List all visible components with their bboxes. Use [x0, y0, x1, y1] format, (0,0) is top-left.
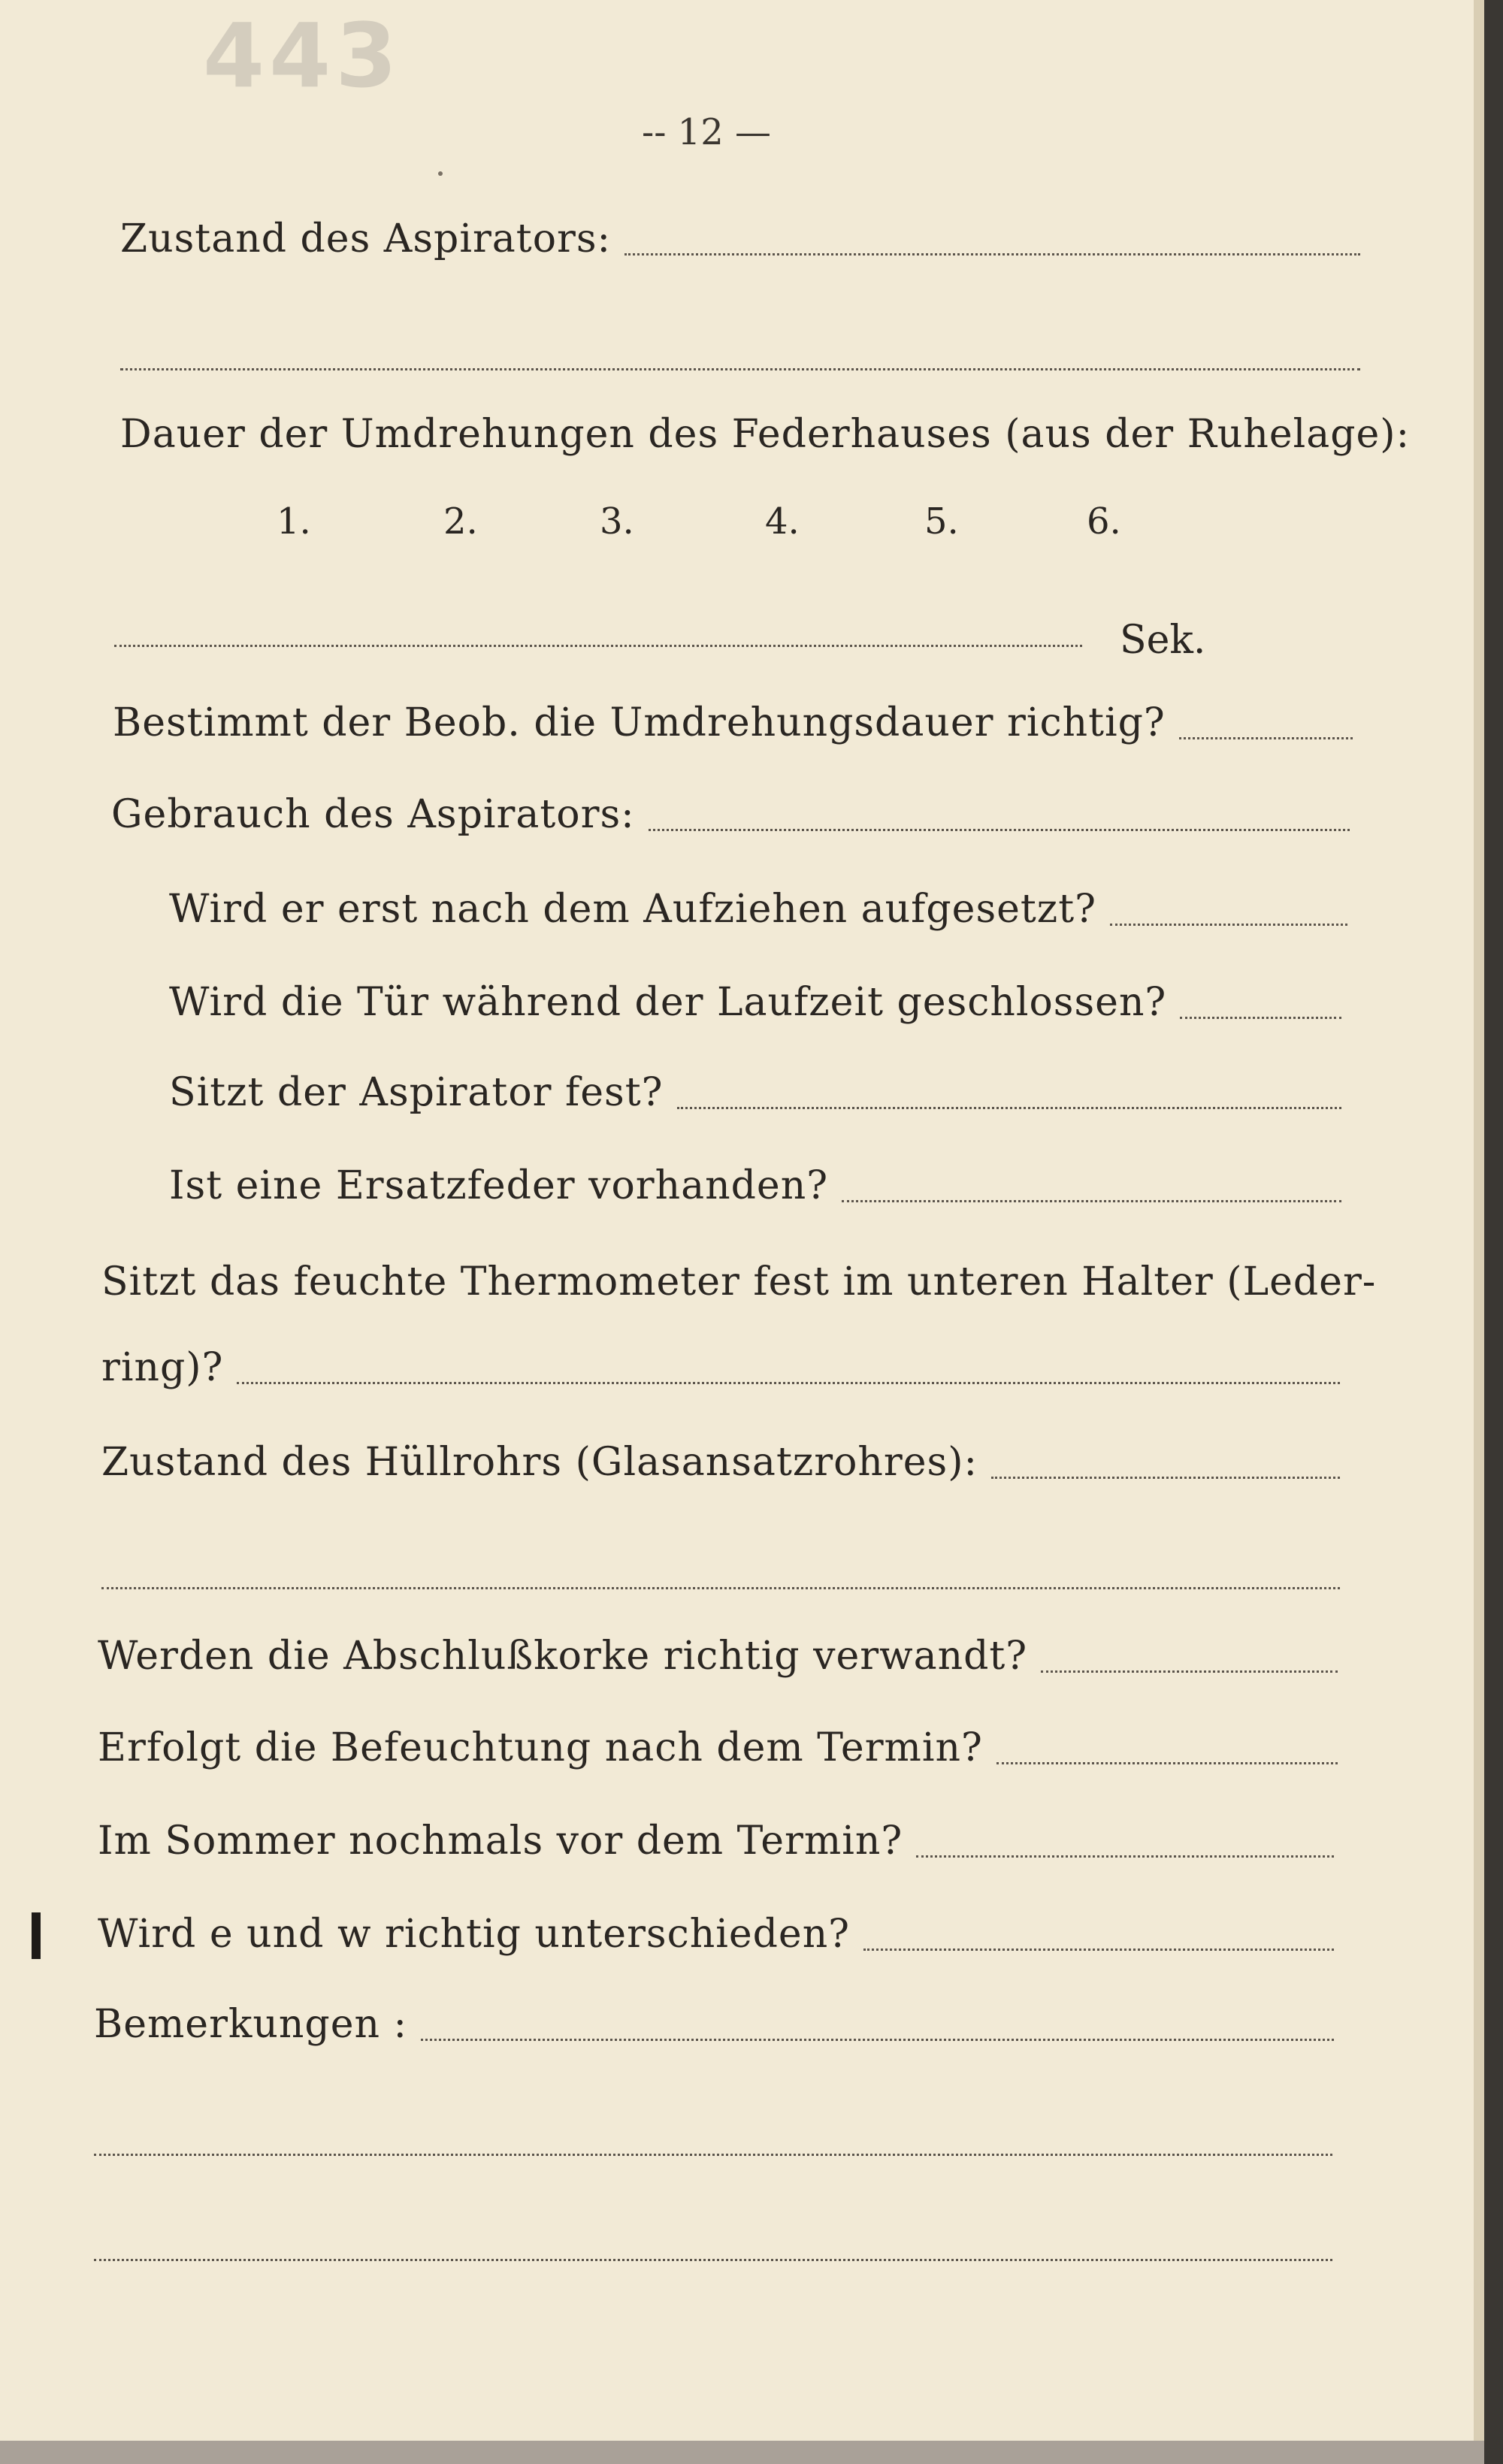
label-befeuchtung: Erfolgt die Befeuchtung nach dem Termin?: [98, 1725, 983, 1770]
label-abschlusskorke: Werden die Abschlußkorke richtig verwandt?: [98, 1634, 1028, 1679]
number-2: 2.: [443, 500, 478, 543]
answer-line-blank[interactable]: [94, 2259, 1332, 2261]
label-thermometer-line1: Sitzt das feuchte Thermometer fest im unteren Halter (Leder-: [101, 1259, 1377, 1305]
field-e-und-w[interactable]: [98, 1912, 1334, 1961]
label-thermometer-line2: ring)?: [101, 1345, 224, 1390]
answer-line[interactable]: [991, 1476, 1340, 1479]
answer-line[interactable]: [1179, 736, 1353, 739]
answer-line[interactable]: [237, 1381, 1340, 1384]
number-3: 3.: [600, 500, 634, 543]
page-stamp: 443: [203, 4, 402, 107]
rotation-numbers: [277, 500, 1148, 553]
answer-line[interactable]: [842, 1199, 1341, 1202]
label-sommer: Im Sommer nochmals vor dem Termin?: [98, 1819, 903, 1864]
field-befeuchtung[interactable]: [98, 1725, 1338, 1775]
answer-line-blank[interactable]: [101, 1587, 1340, 1589]
field-bestimmt[interactable]: [113, 700, 1353, 750]
bottom-shadow: [0, 2441, 1484, 2464]
answer-line[interactable]: [624, 252, 1360, 255]
answer-line-blank[interactable]: [94, 2154, 1332, 2156]
field-aufgesetzt[interactable]: [169, 887, 1347, 936]
number-1: 1.: [277, 500, 311, 543]
label-tuer: Wird die Tür während der Laufzeit geschlossen?: [169, 980, 1167, 1025]
answer-line[interactable]: [996, 1761, 1338, 1764]
answer-line[interactable]: [863, 1948, 1334, 1951]
field-thermometer: [101, 1259, 1377, 1309]
label-e-und-w: Wird e und w richtig unterschieden?: [98, 1912, 851, 1957]
label-bemerkungen: Bemerkungen :: [94, 2002, 408, 2047]
answer-line[interactable]: [1041, 1670, 1338, 1673]
label-ersatzfeder: Ist eine Ersatzfeder vorhanden?: [169, 1163, 829, 1208]
ink-dot: [438, 171, 443, 176]
label-bestimmt: Bestimmt der Beob. die Umdrehungsdauer richtig?: [113, 700, 1166, 745]
answer-line[interactable]: [1110, 923, 1347, 926]
field-gebrauch[interactable]: [111, 792, 1350, 842]
field-dauer-umdrehungen: [120, 412, 1411, 461]
answer-line-seconds[interactable]: [114, 645, 1082, 647]
margin-mark: [32, 1912, 41, 1959]
field-zustand-aspirator[interactable]: [120, 216, 1360, 266]
label-gebrauch: Gebrauch des Aspirators:: [111, 792, 635, 837]
number-6: 6.: [1087, 500, 1121, 543]
label-dauer-umdrehungen: Dauer der Umdrehungen des Federhauses (aus der Ruhelage):: [120, 412, 1411, 457]
field-huellrohr[interactable]: [101, 1440, 1340, 1489]
seconds-unit: Sek.: [1120, 618, 1206, 663]
number-5: 5.: [924, 500, 959, 543]
number-4: 4.: [765, 500, 800, 543]
label-aufgesetzt: Wird er erst nach dem Aufziehen aufgesetzt?: [169, 887, 1096, 932]
answer-line[interactable]: [649, 828, 1350, 831]
field-bemerkungen[interactable]: [94, 2002, 1334, 2051]
answer-line[interactable]: [1180, 1016, 1341, 1019]
field-abschlusskorke[interactable]: [98, 1634, 1338, 1683]
answer-line[interactable]: [677, 1106, 1341, 1109]
page-number: -- 12 —: [641, 111, 772, 153]
label-huellrohr: Zustand des Hüllrohrs (Glasansatzrohres):: [101, 1440, 978, 1485]
field-sitzt-aspirator[interactable]: [169, 1070, 1341, 1120]
answer-line-blank[interactable]: [120, 368, 1360, 370]
answer-line[interactable]: [916, 1855, 1334, 1858]
label-zustand-aspirator: Zustand des Aspirators:: [120, 216, 612, 262]
answer-line[interactable]: [421, 2038, 1334, 2041]
field-thermometer-cont[interactable]: [101, 1345, 1340, 1395]
field-sommer[interactable]: [98, 1819, 1334, 1868]
label-sitzt-aspirator: Sitzt der Aspirator fest?: [169, 1070, 664, 1115]
binding-edge: [1484, 0, 1503, 2464]
field-tuer[interactable]: [169, 980, 1341, 1029]
field-ersatzfeder[interactable]: [169, 1163, 1341, 1213]
